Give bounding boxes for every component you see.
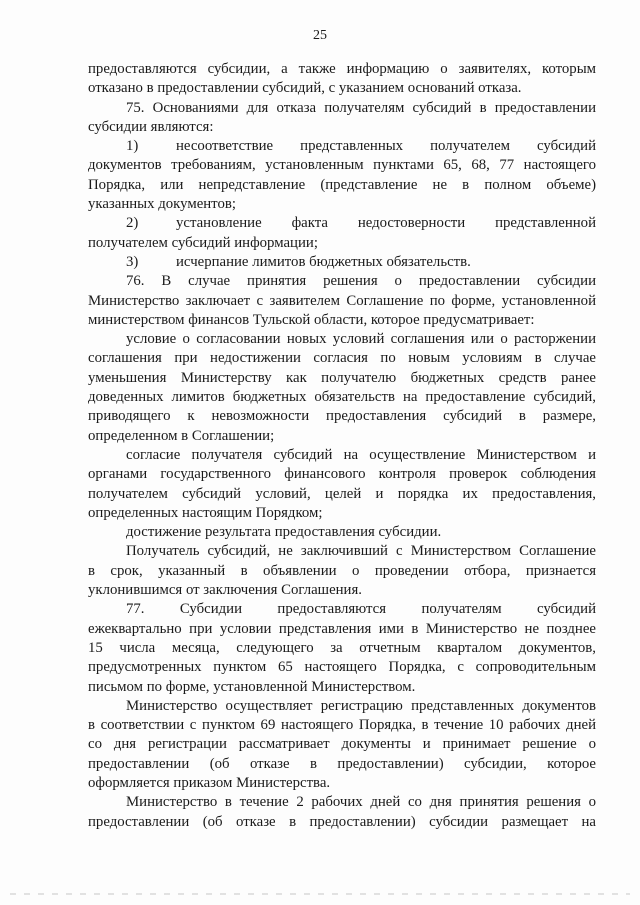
- text-line: определенных настоящим Порядком;: [88, 504, 323, 521]
- text-line: в срок, указанный в объявлении о проведении отбора, признается: [88, 562, 596, 579]
- list-item-number: 3): [126, 253, 139, 270]
- list-item-number: 2): [126, 215, 139, 232]
- text-line: уклонившимся от заключения Соглашения.: [88, 582, 362, 599]
- text-line: письмом по форме, установленной Министерством.: [88, 678, 416, 695]
- text-line: уменьшения Министерству как получателю бюджетных средств ранее: [88, 369, 596, 386]
- text-line: получателем субсидий информации;: [88, 234, 318, 251]
- clause-77-heading: 77. Субсидии предоставляются получателям субсидий: [126, 601, 596, 618]
- text-line: достижение результата предоставления субсидии.: [126, 524, 442, 541]
- text-line: соглашения при недостижении согласия по новым условиям в случае: [88, 350, 596, 367]
- list-item-number: 1): [126, 138, 139, 155]
- text-line: оформляется приказом Министерства.: [88, 774, 331, 791]
- text-line: Получатель субсидий, не заключивший с Министерством Соглашение: [126, 543, 596, 560]
- text-line: со дня регистрации рассматривает документы и принимает решение о: [88, 736, 596, 753]
- clause-76-heading: 76. В случае принятия решения о предоставлении субсидии: [126, 273, 596, 290]
- text-line: доведенных лимитов бюджетных обязательств на предоставление субсидий,: [88, 389, 596, 406]
- text-line: документов требованиям, установленным пунктами 65, 68, 77 настоящего: [88, 157, 596, 174]
- list-item-text: несоответствие представленных получателем субсидий: [176, 138, 596, 155]
- text-line: органами государственного финансового контроля проверок соблюдения: [88, 466, 596, 483]
- text-line: ежеквартально при условии представления ими в Министерство не позднее: [88, 620, 596, 637]
- text-line: условие о согласовании новых условий соглашения или о расторжении: [126, 331, 596, 348]
- text-line: предусмотренных пунктом 65 настоящего Порядка, с сопроводительным: [88, 659, 596, 676]
- clause-75-heading: 75. Основаниями для отказа получателям субсидий в предоставлении: [126, 99, 596, 116]
- list-item-text: исчерпание лимитов бюджетных обязательств.: [176, 253, 471, 270]
- text-line: определенном в Соглашении;: [88, 427, 275, 444]
- text-line: Министерство в течение 2 рабочих дней со дня принятия решения о: [126, 794, 596, 811]
- text-line: Министерство осуществляет регистрацию представленных документов: [126, 697, 596, 714]
- text-line: министерством финансов Тульской области, которое предусматривает:: [88, 311, 535, 328]
- text-line: 15 числа месяца, следующего за отчетным кварталом документов,: [88, 639, 596, 656]
- list-item-text: установление факта недостоверности представленной: [176, 215, 596, 232]
- text-line: согласие получателя субсидий на осуществление Министерством и: [126, 446, 596, 463]
- list-item-1: [88, 137, 596, 156]
- text-line: субсидии являются:: [88, 118, 214, 135]
- list-item-2: [88, 214, 596, 233]
- text-line: указанных документов;: [88, 196, 236, 213]
- text-line: предоставлении (об отказе в предоставлении) субсидии размещает на: [88, 813, 596, 830]
- list-item-3: [88, 253, 596, 272]
- text-line: Министерство заключает с заявителем Соглашение по форме, установленной: [88, 292, 596, 309]
- page-number: 25: [313, 28, 327, 43]
- text-line: отказано в предоставлении субсидий, с указанием оснований отказа.: [88, 80, 522, 97]
- text-line: в соответствии с пунктом 69 настоящего Порядка, в течение 10 рабочих дней: [88, 717, 596, 734]
- scan-artifact-line: [10, 893, 630, 895]
- text-line: приводящего к невозможности предоставления субсидий в размере,: [88, 408, 596, 425]
- text-line: Порядка, или непредставление (представление не в полном объеме): [88, 176, 596, 193]
- text-line: получателем субсидий условий, целей и порядка их предоставления,: [88, 485, 596, 502]
- text-line: предоставлении (об отказе в предоставлении) субсидии, которое: [88, 755, 596, 772]
- text-line: предоставляются субсидии, а также информацию о заявителях, которым: [88, 61, 596, 77]
- document-body: [88, 60, 596, 832]
